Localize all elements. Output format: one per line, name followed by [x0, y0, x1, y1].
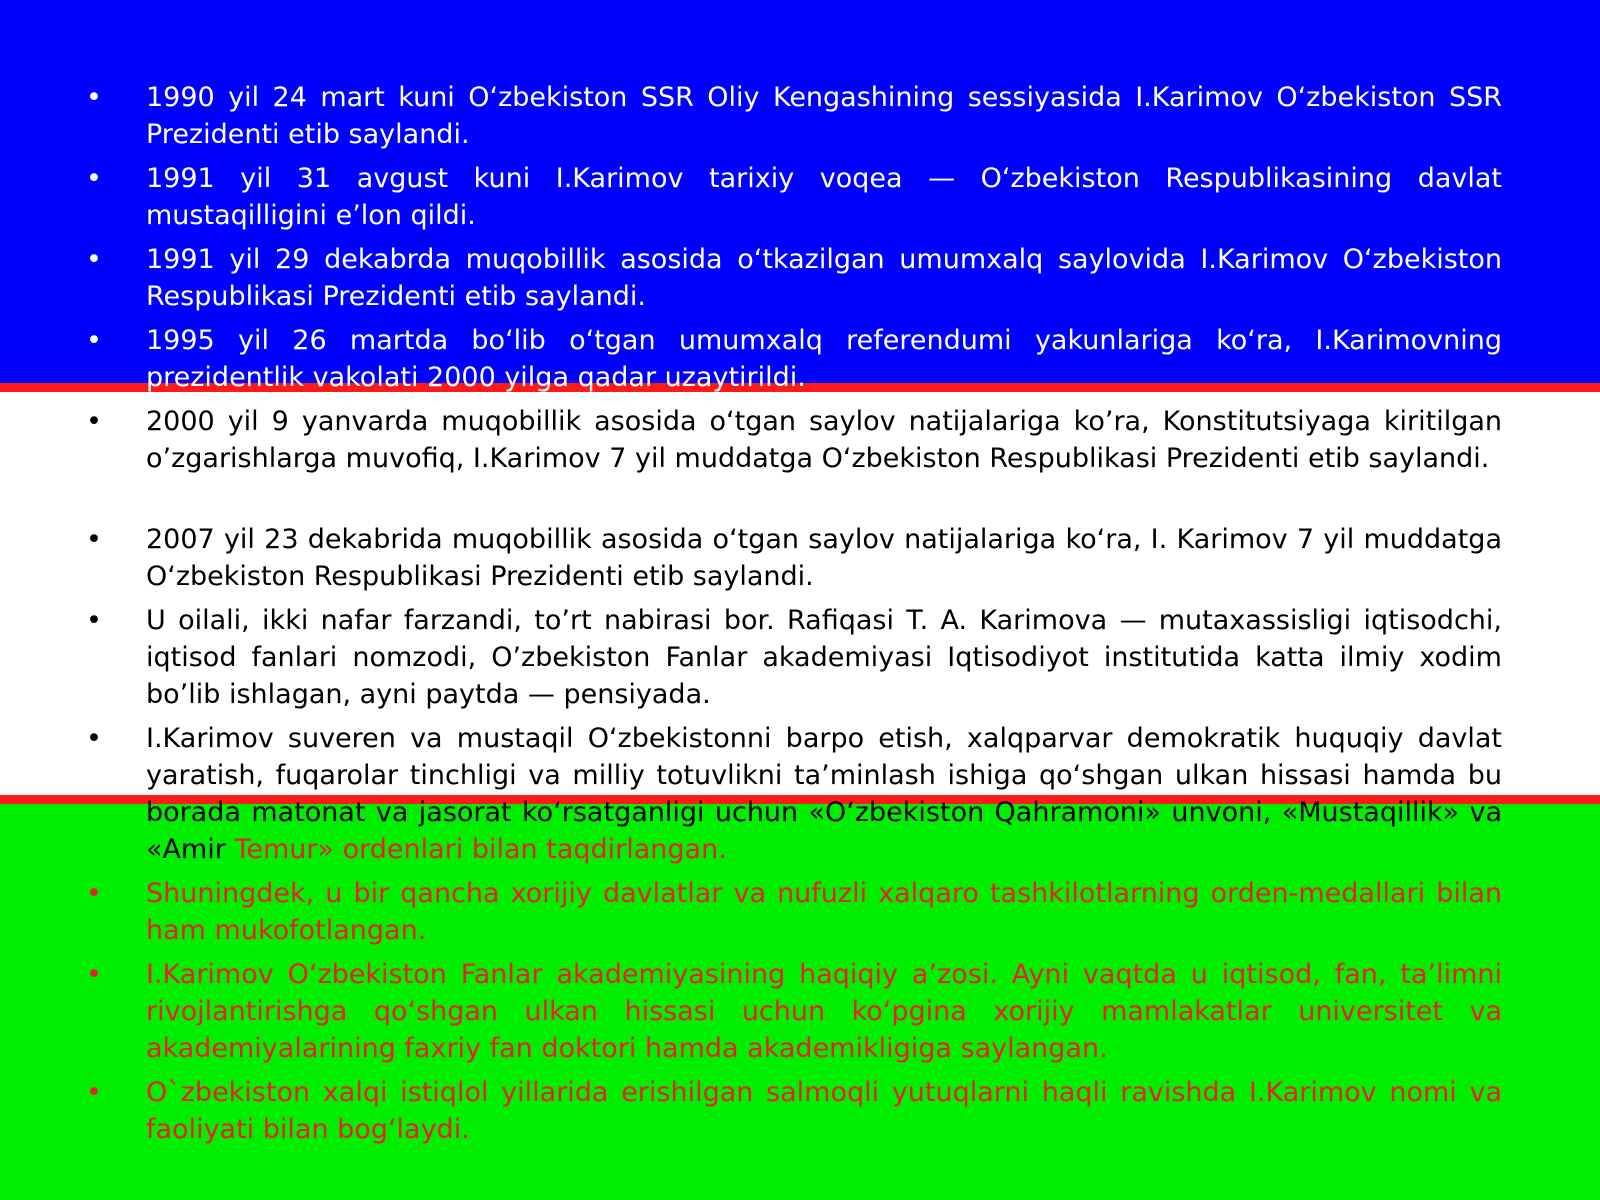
bullet-dot: •	[86, 82, 102, 113]
bullet-dot: •	[86, 878, 102, 909]
list-item-text: 1991 yil 29 dekabrda muqobillik asosida o‘tkazilgan umumxalq saylovida I.Karimov O‘zbekiston Respublikasi Prezidenti etib saylandi.	[146, 244, 1502, 312]
list-item-text: 2007 yil 23 dekabrida muqobillik asosida o‘tgan saylov natijalariga ko‘ra, I. Karimov 7 yil muddatga O‘zbekiston Respublikasi Prezidenti etib saylandi.	[146, 524, 1502, 592]
list-item-text	[146, 720, 1502, 868]
bullet-dot: •	[86, 244, 102, 275]
list-item-text: U oilali, ikki nafar farzandi, to’rt nabirasi bor. Rafiqasi T. A. Karimova — mutaxassisligi iqtisodchi, iqtisod fanlari nomzodi, O’zbekiston Fanlar akademiyasi Iqtisodiyot institutida katta ilmiy xodim bo’lib ishlagan, ayni paytda — pensiyada.	[146, 605, 1502, 710]
bullet-dot: •	[86, 524, 102, 555]
list-item-text: Shuningdek, u bir qancha xorijiy davlatlar va nufuzli xalqaro tashkilotlarning orden-medallari bilan ham mukofotlangan.	[146, 878, 1502, 946]
list-item-text: 1991 yil 31 avgust kuni I.Karimov tarixiy voqea — O‘zbekiston Respublikasining davlat mustaqilligini e’lon qildi.	[146, 163, 1502, 231]
list-item-text: O`zbekiston xalqi istiqlol yillarida erishilgan salmoqli yutuqlarni haqli ravishda I.Karimov nomi va faoliyati bilan bog‘laydi.	[146, 1077, 1502, 1145]
bullet-dot: •	[86, 163, 102, 194]
list-item-text: 1990 yil 24 mart kuni O‘zbekiston SSR Oliy Kengashining sessiyasida I.Karimov O‘zbekiston SSR Prezidenti etib saylandi.	[146, 82, 1502, 150]
bullet-dot: •	[86, 723, 102, 754]
bullet-dot: •	[86, 605, 102, 636]
list-item-text: 2000 yil 9 yanvarda muqobillik asosida o‘tgan saylov natijalariga ko’ra, Konstitutsiyaga kiritilgan o’zgarishlarga muvofiq, I.Karimov 7 yil muddatga O‘zbekiston Respublikasi Prezidenti etib saylandi.	[146, 406, 1502, 474]
bullet-dot: •	[86, 406, 102, 437]
list-item-text: I.Karimov O‘zbekiston Fanlar akademiyasining haqiqiy a’zosi. Ayni vaqtda u iqtisod, fan, ta’limni rivojlantirishga qo‘shgan ulkan hissasi uchun ko‘pgina xorijiy mamlakatlar universitet va akademiyalarining faxriy fan doktori hamda akademikligiga saylangan.	[146, 959, 1502, 1064]
bullet-dot: •	[86, 325, 102, 356]
list-item-text-part: I.Karimov suveren va mustaqil O‘zbekistonni barpo etish, xalqparvar demokratik huquqiy davlat yaratish, fuqarolar tinchligi va milliy totuvlikni ta’minlash ishiga qo‘shgan ulkan hissasi hamda bu borada matonat va jasorat ko‘rsatganligi uchun «O‘zbekiston Qahramoni» unvoni, «Mustaqillik» va «Amir	[146, 723, 1502, 865]
list-item-text: 1995 yil 26 martda bo‘lib o‘tgan umumxalq referendumi yakunlariga ko‘ra, I.Karimovning prezidentlik vakolati 2000 yilga qadar uzaytirildi.	[146, 325, 1502, 393]
list-item-text-part-highlight: Temur» ordenlari bilan taqdirlangan.	[234, 834, 727, 865]
bullet-dot: •	[86, 1077, 102, 1108]
bullet-dot: •	[86, 959, 102, 990]
